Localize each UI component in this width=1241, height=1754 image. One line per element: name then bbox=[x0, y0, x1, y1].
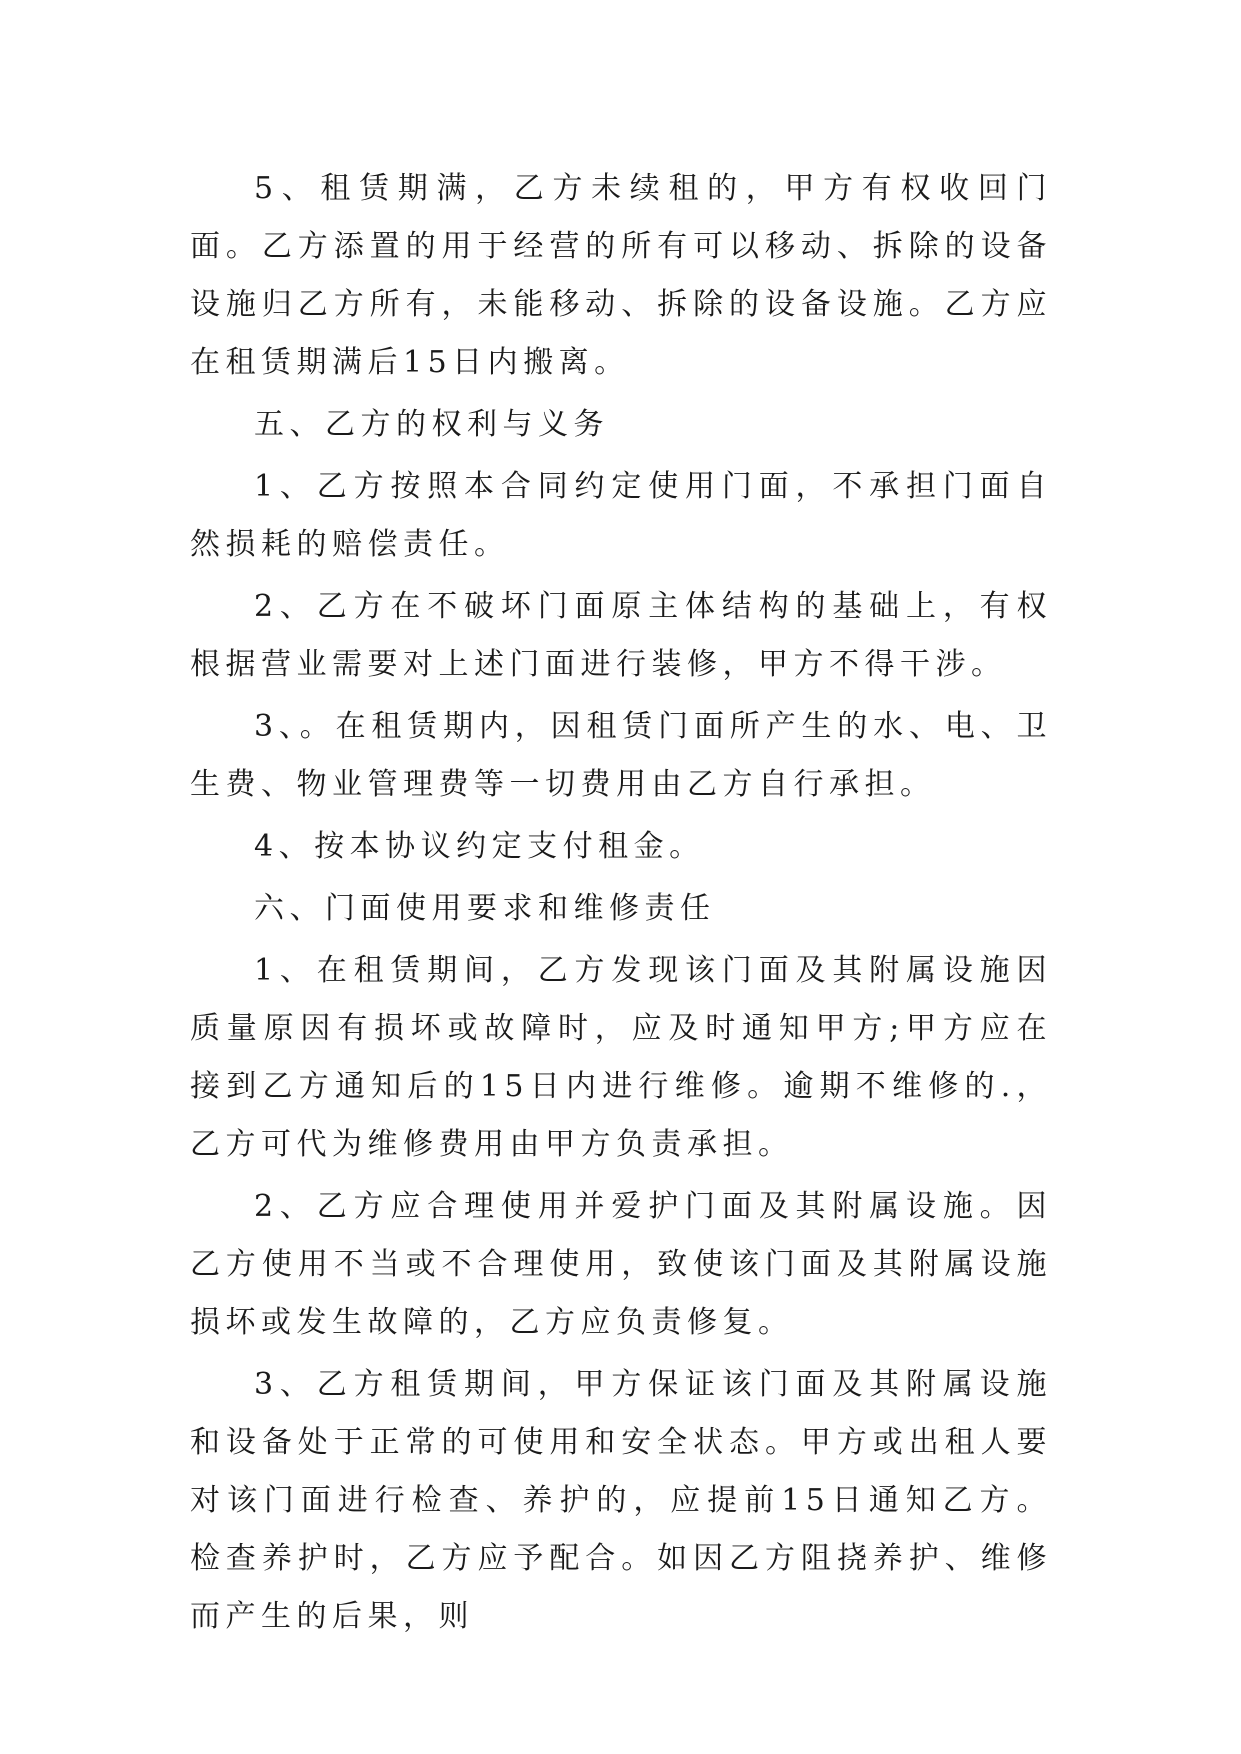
section-heading-six: 六、门面使用要求和维修责任 bbox=[254, 891, 716, 926]
document-body bbox=[190, 160, 1052, 1650]
paragraph-clause-1-usage: 1、乙方按照本合同约定使用门面，不承担门面自然损耗的赔偿责任。 bbox=[190, 469, 1052, 562]
section-heading-five: 五、乙方的权利与义务 bbox=[254, 407, 609, 442]
paragraph-clause-2-care: 2、乙方应合理使用并爱护门面及其附属设施。因乙方使用不当或不合理使用，致使该门面及其附属设施损坏或发生故障的，乙方应负责修复。 bbox=[190, 1189, 1052, 1340]
paragraph-clause-4-rent: 4、按本协议约定支付租金。 bbox=[254, 829, 705, 864]
paragraph-clause-3-inspection: 3、乙方租赁期间，甲方保证该门面及其附属设施和设备处于正常的可使用和安全状态。甲方或出租人要对该门面进行检查、养护的，应提前15日通知乙方。检查养护时，乙方应予配合。如因乙方阻挠养护、维修而产生的后果，则 bbox=[190, 1367, 1052, 1634]
paragraph-clause-1-repair: 1、在租赁期间，乙方发现该门面及其附属设施因质量原因有损坏或故障时，应及时通知甲方;甲方应在接到乙方通知后的15日内进行维修。逾期不维修的.，乙方可代为维修费用由甲方负责承担。 bbox=[190, 953, 1052, 1162]
paragraph-clause-3-fees: 3、。在租赁期内，因租赁门面所产生的水、电、卫生费、物业管理费等一切费用由乙方自行承担。 bbox=[190, 709, 1052, 802]
paragraph-clause-2-renovation: 2、乙方在不破坏门面原主体结构的基础上，有权根据营业需要对上述门面进行装修，甲方不得干涉。 bbox=[190, 589, 1052, 682]
paragraph-clause-5-expiry: 5、租赁期满，乙方未续租的，甲方有权收回门面。乙方添置的用于经营的所有可以移动、拆除的设备设施归乙方所有，未能移动、拆除的设备设施。乙方应在租赁期满后15日内搬离。 bbox=[190, 171, 1052, 380]
